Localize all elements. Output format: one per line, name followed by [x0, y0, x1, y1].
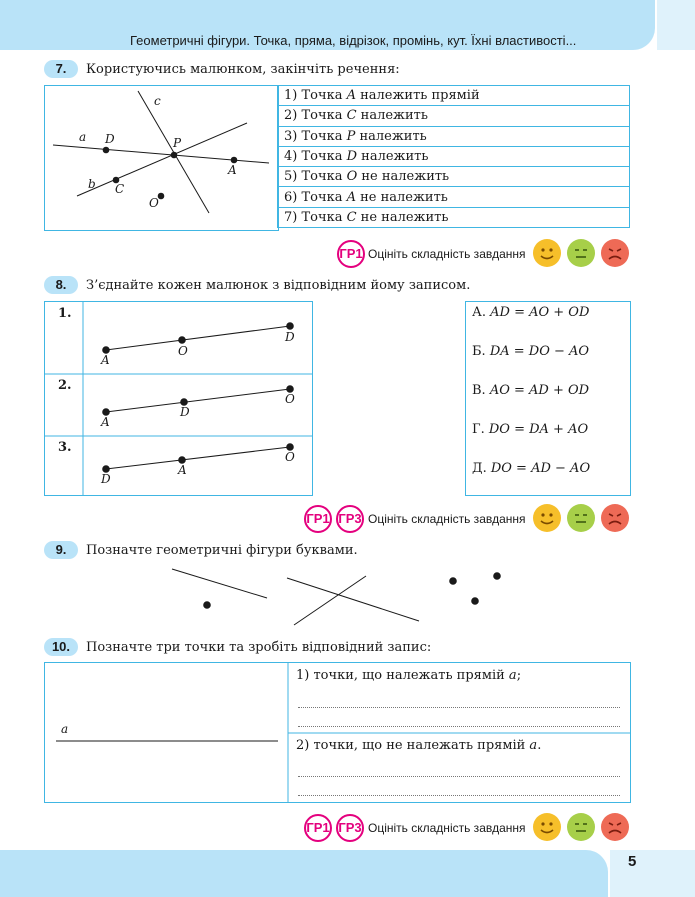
sentence-row: 6) Точка A не належить: [278, 187, 630, 207]
sentence-row: 2) Точка C належить: [278, 106, 630, 126]
sentence-row: 5) Точка O не належить: [278, 167, 630, 187]
footer-bar: [0, 850, 608, 897]
task-7-sentences: [277, 85, 630, 228]
task-8-figures: [44, 301, 313, 496]
figure-point: [450, 578, 457, 585]
task-10-prompt: Позначте три точки та зробіть відповідний запис:: [86, 640, 432, 655]
group-1-badge: ГР1: [304, 814, 332, 842]
task-7-figure: [44, 85, 279, 231]
segment-1-point: [287, 323, 294, 330]
point-d: [103, 147, 110, 154]
label-p: P: [173, 136, 182, 150]
header-title: Геометричні фігури. Точка, пряма, відрізок, промінь, кут. Їхні властивості...: [130, 33, 577, 48]
item-2-text: 2) точки, що не належать прямій a.: [296, 738, 542, 753]
task-7-number: 7.: [44, 60, 78, 78]
label-b: b: [88, 177, 96, 191]
line-a-label: a: [61, 722, 69, 736]
hard-face-icon[interactable]: [601, 504, 629, 532]
option-d: Г. DO = DA + AO: [472, 422, 589, 437]
task-10-box: [44, 662, 631, 803]
figure-line: [172, 569, 267, 598]
option-a: А. AD = AO + OD: [472, 305, 590, 320]
figure-point: [472, 598, 479, 605]
answer-line[interactable]: [298, 726, 620, 727]
figure-2-number: 2.: [58, 378, 72, 393]
easy-face-icon[interactable]: [533, 239, 561, 267]
difficulty-rating: [304, 504, 633, 534]
figure-1-number: 1.: [58, 306, 72, 321]
hard-face-icon[interactable]: [601, 239, 629, 267]
answer-line[interactable]: [298, 795, 620, 796]
group-1-badge: ГР1: [337, 240, 365, 268]
label-c-point: C: [115, 182, 125, 196]
label-c-line: c: [154, 94, 161, 108]
point-label: A: [101, 415, 110, 429]
task-7-prompt: Користуючись малюнком, закінчіть речення:: [86, 62, 400, 77]
option-e: Д. DO = AD − AO: [472, 461, 591, 476]
easy-face-icon[interactable]: [533, 813, 561, 841]
hard-face-icon[interactable]: [601, 813, 629, 841]
footer-corner: [610, 850, 695, 897]
point-label: O: [178, 344, 188, 358]
rating-label: Оцініть складність завдання: [368, 821, 526, 835]
label-a-point: A: [228, 163, 237, 177]
option-b: Б. DA = DO − AO: [472, 344, 590, 359]
point-label: D: [180, 405, 190, 419]
label-d: D: [105, 132, 115, 146]
page-header: [0, 0, 695, 50]
point-label: A: [178, 463, 187, 477]
label-o: O: [149, 196, 159, 210]
task-8-number: 8.: [44, 276, 78, 294]
difficulty-rating: [337, 239, 633, 269]
task-9-figures: [160, 562, 520, 632]
task-7-diagram: [45, 86, 278, 230]
page-number: 5: [628, 853, 637, 870]
sentence-row: 1) Точка A належить прямій: [278, 86, 630, 106]
figure-point: [204, 602, 211, 609]
medium-face-icon[interactable]: [567, 504, 595, 532]
point-label: O: [285, 392, 295, 406]
rating-label: Оцініть складність завдання: [368, 512, 526, 526]
group-3-badge: ГР3: [336, 505, 364, 533]
item-1-text: 1) точки, що належать прямій a;: [296, 668, 522, 683]
segment-1-point: [179, 337, 186, 344]
sentence-row: 7) Точка C не належить: [278, 207, 630, 227]
answer-line[interactable]: [298, 707, 620, 708]
sentence-row: 3) Точка P належить: [278, 126, 630, 146]
point-label: A: [101, 353, 110, 367]
group-3-badge: ГР3: [336, 814, 364, 842]
point-label: O: [285, 450, 295, 464]
task-9-prompt: Позначте геометричні фігури буквами.: [86, 543, 358, 558]
task-10-number: 10.: [44, 638, 78, 656]
difficulty-rating: [304, 813, 633, 843]
rating-label: Оцініть складність завдання: [368, 247, 526, 261]
task-9-number: 9.: [44, 541, 78, 559]
point-p: [171, 152, 178, 159]
group-1-badge: ГР1: [304, 505, 332, 533]
easy-face-icon[interactable]: [533, 504, 561, 532]
medium-face-icon[interactable]: [567, 813, 595, 841]
point-label: D: [101, 472, 111, 486]
option-c: В. AO = AD + OD: [472, 383, 590, 398]
medium-face-icon[interactable]: [567, 239, 595, 267]
point-label: D: [285, 330, 295, 344]
answer-line[interactable]: [298, 776, 620, 777]
label-a: a: [79, 130, 87, 144]
figure-point: [494, 573, 501, 580]
sentence-row: 4) Точка D належить: [278, 146, 630, 166]
figure-3-number: 3.: [58, 440, 72, 455]
task-8-prompt: З’єднайте кожен малюнок з відповідним йому записом.: [86, 278, 471, 293]
header-corner: [657, 0, 695, 50]
